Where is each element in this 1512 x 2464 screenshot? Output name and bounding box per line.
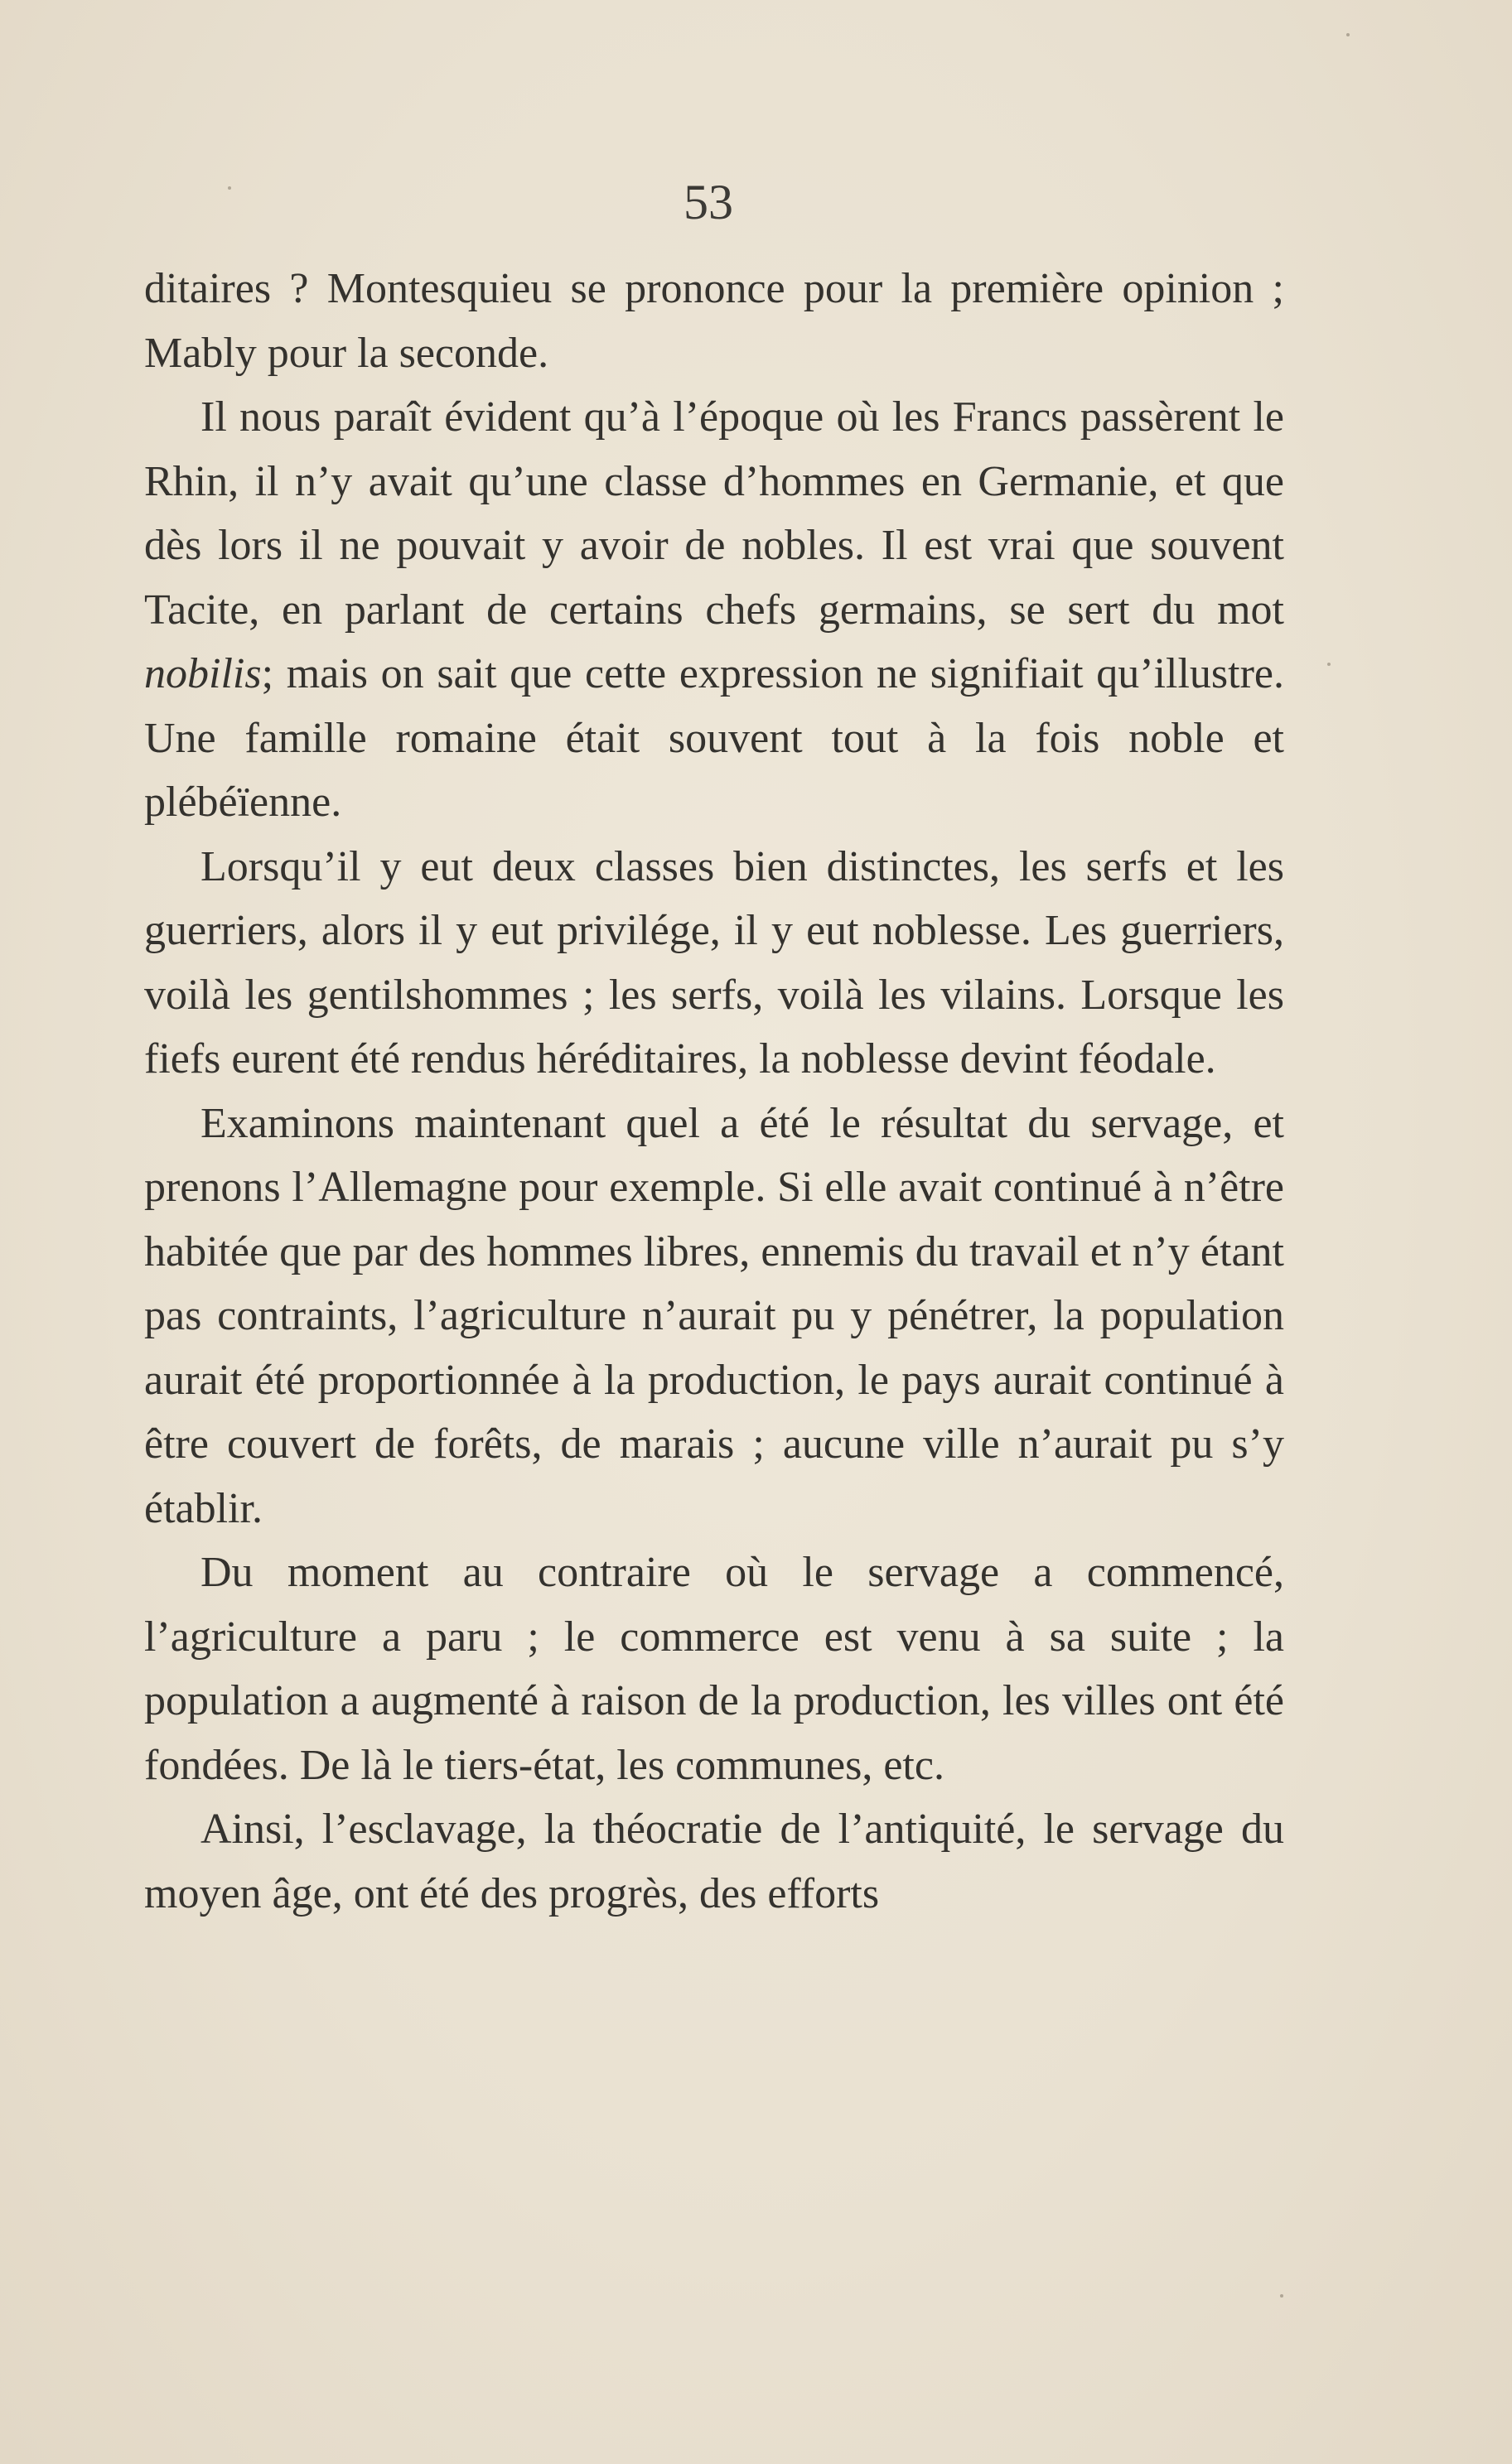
paper-speck: [1280, 2294, 1283, 2298]
body-text: [144, 257, 1284, 1926]
paragraph-5: Du moment au contraire où le servage a commencé, l’agriculture a paru ; le commerce est venu à sa suite ; la population a augmenté à raison de la production, les villes ont été fondées. De là le tiers-état, les communes, etc.: [144, 1549, 1284, 1789]
page-number: 53: [684, 175, 733, 229]
paragraph-1: ditaires ? Montesquieu se prononce pour la première opinion ; Mably pour la seconde.: [144, 265, 1284, 377]
paragraph-6: Ainsi, l’esclavage, la théocratie de l’antiquité, le servage du moyen âge, ont été des progrès, des efforts: [144, 1806, 1284, 1917]
paper-speck: [1327, 663, 1331, 666]
paper-speck: [228, 186, 231, 190]
paragraph-2: Il nous paraît évident qu’à l’époque où les Francs passèrent le Rhin, il n’y avait qu’une classe d’hommes en Germanie, et que dès lors il ne pouvait y avoir de nobles. Il est vrai que souvent Tacite, en parlant de certains chefs germains, se sert du mot nobilis; mais on sait que cette expression ne signifiait qu’illustre. Une famille romaine était souvent tout à la fois noble et plébéïenne.: [144, 393, 1284, 826]
latin-term: nobilis: [144, 650, 262, 697]
paragraph-3: Lorsqu’il y eut deux classes bien distinctes, les serfs et les guerriers, alors il y eut privilége, il y eut noblesse. Les guerriers, voilà les gentilshommes ; les serfs, voilà les vilains. Lorsque les fiefs eurent été rendus héréditaires, la noblesse devint féodale.: [144, 842, 1284, 1083]
paragraph-4: Examinons maintenant quel a été le résultat du servage, et prenons l’Allemagne pour exemple. Si elle avait continué à n’être habitée que par des hommes libres, ennemis du travail et n’y étant pas contraints, l’agriculture n’aurait pu y pénétrer, la population aurait été proportionnée à la production, le pays aurait continué à être couvert de forêts, de marais ; aucune ville n’aurait pu s’y établir.: [144, 1099, 1284, 1532]
paper-speck: [1346, 33, 1350, 36]
